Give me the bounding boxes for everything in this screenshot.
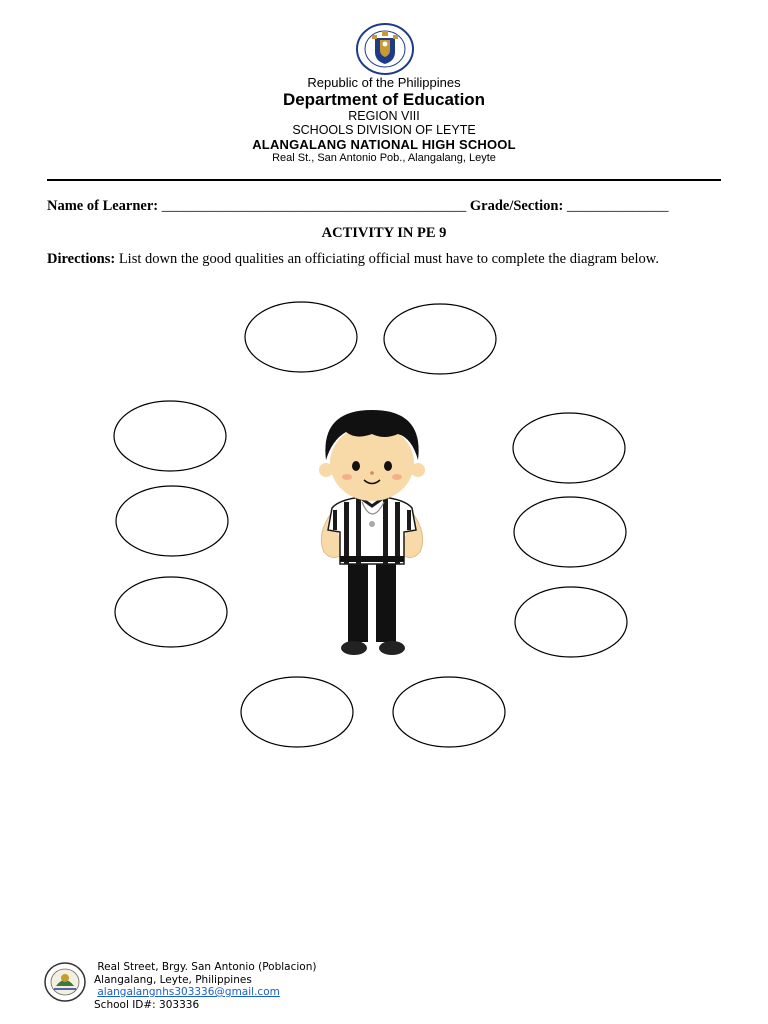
quality-oval-9[interactable] <box>241 677 353 747</box>
quality-oval-1[interactable] <box>245 302 357 372</box>
school-name: ALANGALANG NATIONAL HIGH SCHOOL <box>252 137 516 152</box>
division-line: SCHOOLS DIVISION OF LEYTE <box>292 123 476 137</box>
learner-name-blank[interactable]: __________________________________________ <box>161 198 467 214</box>
header-divider <box>47 179 721 181</box>
directions-label: Directions: <box>47 251 116 267</box>
quality-oval-7[interactable] <box>115 577 227 647</box>
quality-oval-3[interactable] <box>114 401 226 471</box>
republic-line: Republic of the Philippines <box>307 75 461 90</box>
quality-oval-8[interactable] <box>515 587 627 657</box>
qualities-diagram <box>0 280 768 760</box>
quality-oval-5[interactable] <box>116 486 228 556</box>
school-address: Real St., San Antonio Pob., Alangalang, Leyte <box>272 152 496 164</box>
directions <box>47 251 659 268</box>
footer-email-row <box>94 986 316 999</box>
quality-oval-4[interactable] <box>513 413 625 483</box>
footer-town: Alangalang, Leyte, Philippines <box>94 973 252 986</box>
activity-title: ACTIVITY IN PE 9 <box>321 225 447 241</box>
school-seal-logo <box>44 962 86 1002</box>
footer-street: Real Street, Brgy. San Antonio (Poblacion) <box>97 961 317 973</box>
learner-label: Name of Learner: <box>47 198 159 214</box>
footer-email-link[interactable]: alangalangnhs303336@gmail.com <box>97 986 280 998</box>
referee-illustration <box>319 410 425 655</box>
quality-oval-10[interactable] <box>393 677 505 747</box>
learner-info-row <box>47 198 668 215</box>
footer-contact <box>94 961 316 1011</box>
quality-oval-2[interactable] <box>384 304 496 374</box>
quality-oval-6[interactable] <box>514 497 626 567</box>
footer-school-id: School ID#: 303336 <box>94 998 200 1011</box>
grade-section-label: Grade/Section: <box>469 198 564 214</box>
grade-section-blank[interactable]: ______________ <box>566 198 669 214</box>
directions-text: List down the good qualities an officiating official must have to complete the diagram below. <box>118 251 659 267</box>
deped-seal-logo <box>355 22 415 76</box>
region-line: REGION VIII <box>348 109 420 123</box>
department-title: Department of Education <box>282 90 486 109</box>
